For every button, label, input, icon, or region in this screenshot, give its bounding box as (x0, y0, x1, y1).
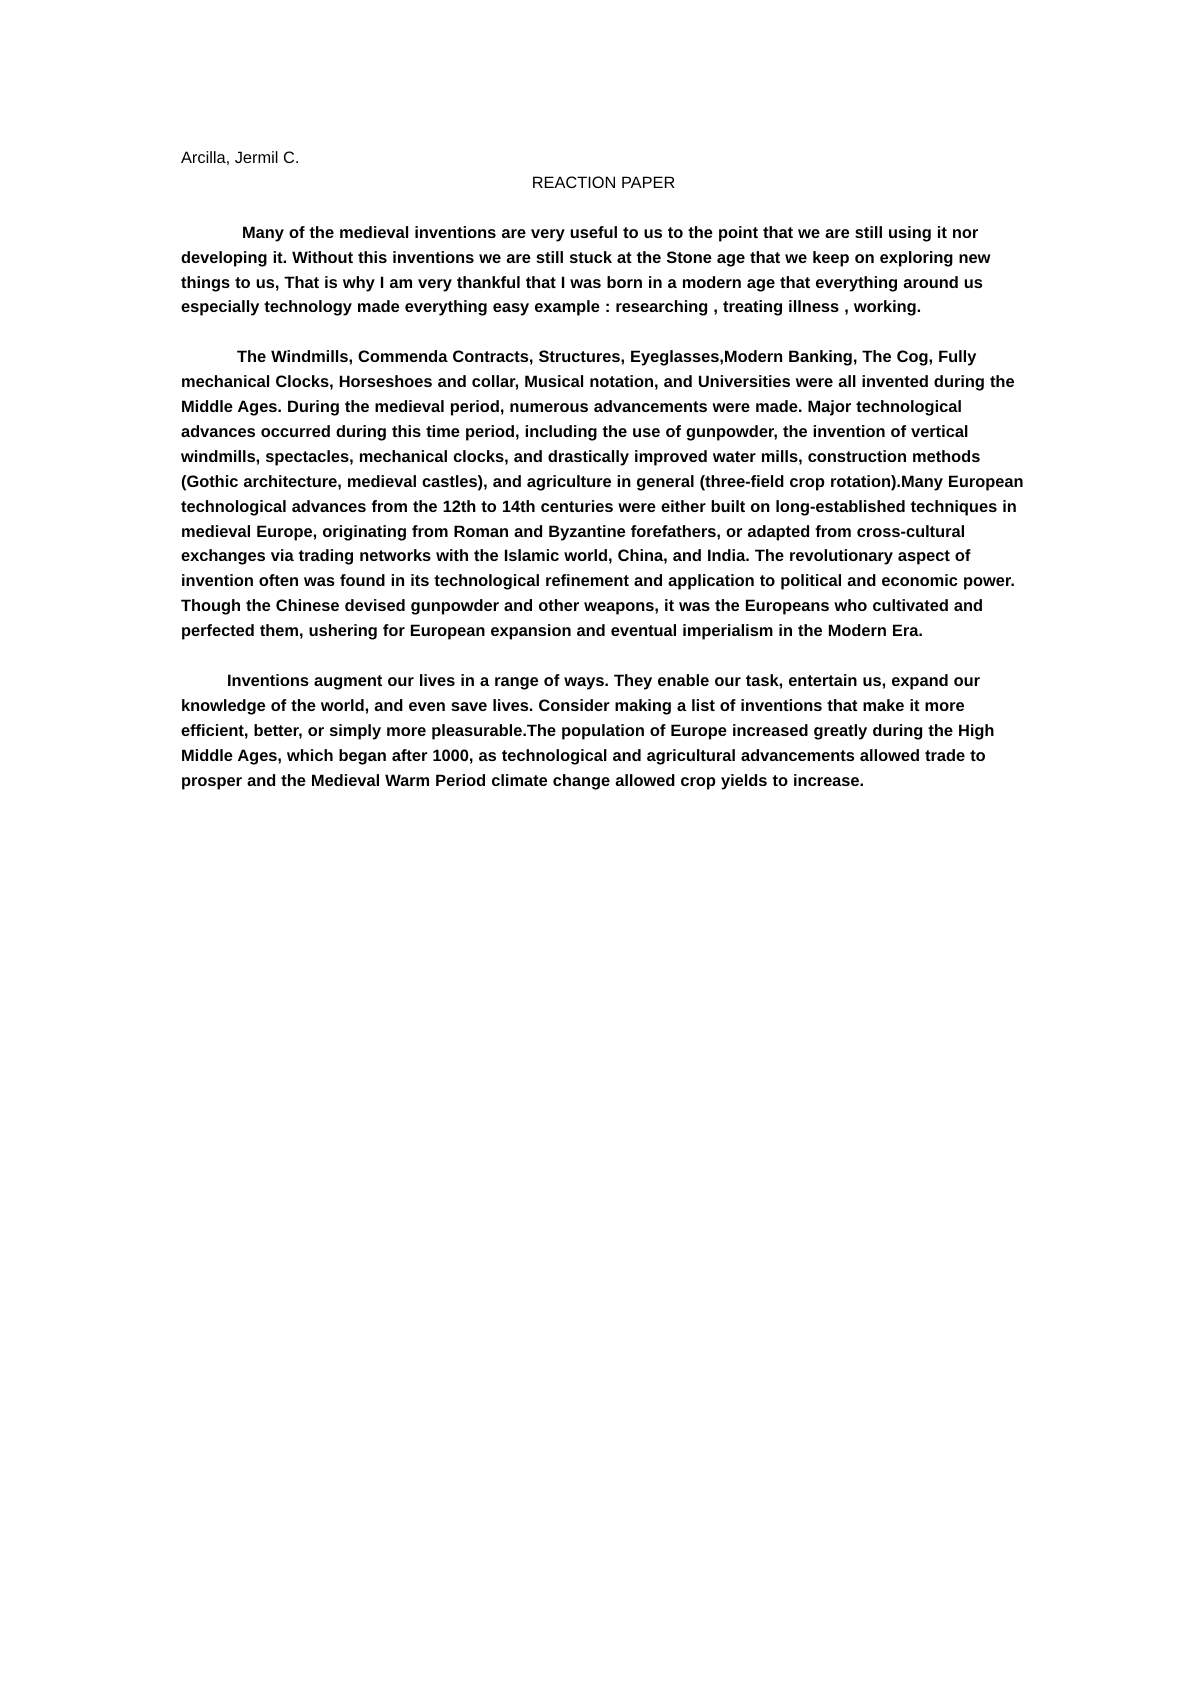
document-body (181, 146, 1026, 794)
paragraph-2: The Windmills, Commenda Contracts, Structures, Eyeglasses,Modern Banking, The Cog, Fully mechanical Clocks, Horseshoes and collar, Musical notation, and Universities were all invented during the Middle Ages. During the medieval period, numerous advancements were made. Major technological advances occurred during this time period, including the use of gunpowder, the invention of vertical windmills, spectacles, mechanical clocks, and drastically improved water mills, construction methods (Gothic architecture, medieval castles), and agriculture in general (three-field crop rotation).Many European technological advances from the 12th to 14th centuries were either built on long-established techniques in medieval Europe, originating from Roman and Byzantine forefathers, or adapted from cross-cultural exchanges via trading networks with the Islamic world, China, and India. The revolutionary aspect of invention often was found in its technological refinement and application to political and economic power. Though the Chinese devised gunpowder and other weapons, it was the Europeans who cultivated and perfected them, ushering for European expansion and eventual imperialism in the Modern Era. (181, 348, 1024, 641)
author-name: Arcilla, Jermil C. (181, 149, 300, 167)
spacer (181, 644, 1026, 669)
paragraph-3: Inventions augment our lives in a range of ways. They enable our task, entertain us, expand our knowledge of the world, and even save lives. Consider making a list of inventions that make it more efficient, better, or simply more pleasurable.The population of Europe increased greatly during the High Middle Ages, which began after 1000, as technological and agricultural advancements allowed trade to prosper and the Medieval Warm Period climate change allowed crop yields to increase. (181, 671, 995, 790)
spacer (181, 196, 1026, 221)
spacer (181, 320, 1026, 345)
document-title: REACTION PAPER (531, 173, 676, 192)
paragraph-1: Many of the medieval inventions are very useful to us to the point that we are still using it nor developing it. Without this inventions we are still stuck at the Stone age that we keep on exploring new things to us, That is why I am very thankful that I was born in a modern age that everything around us especially technology made everything easy example : researching , treating illness , working. (181, 223, 991, 317)
